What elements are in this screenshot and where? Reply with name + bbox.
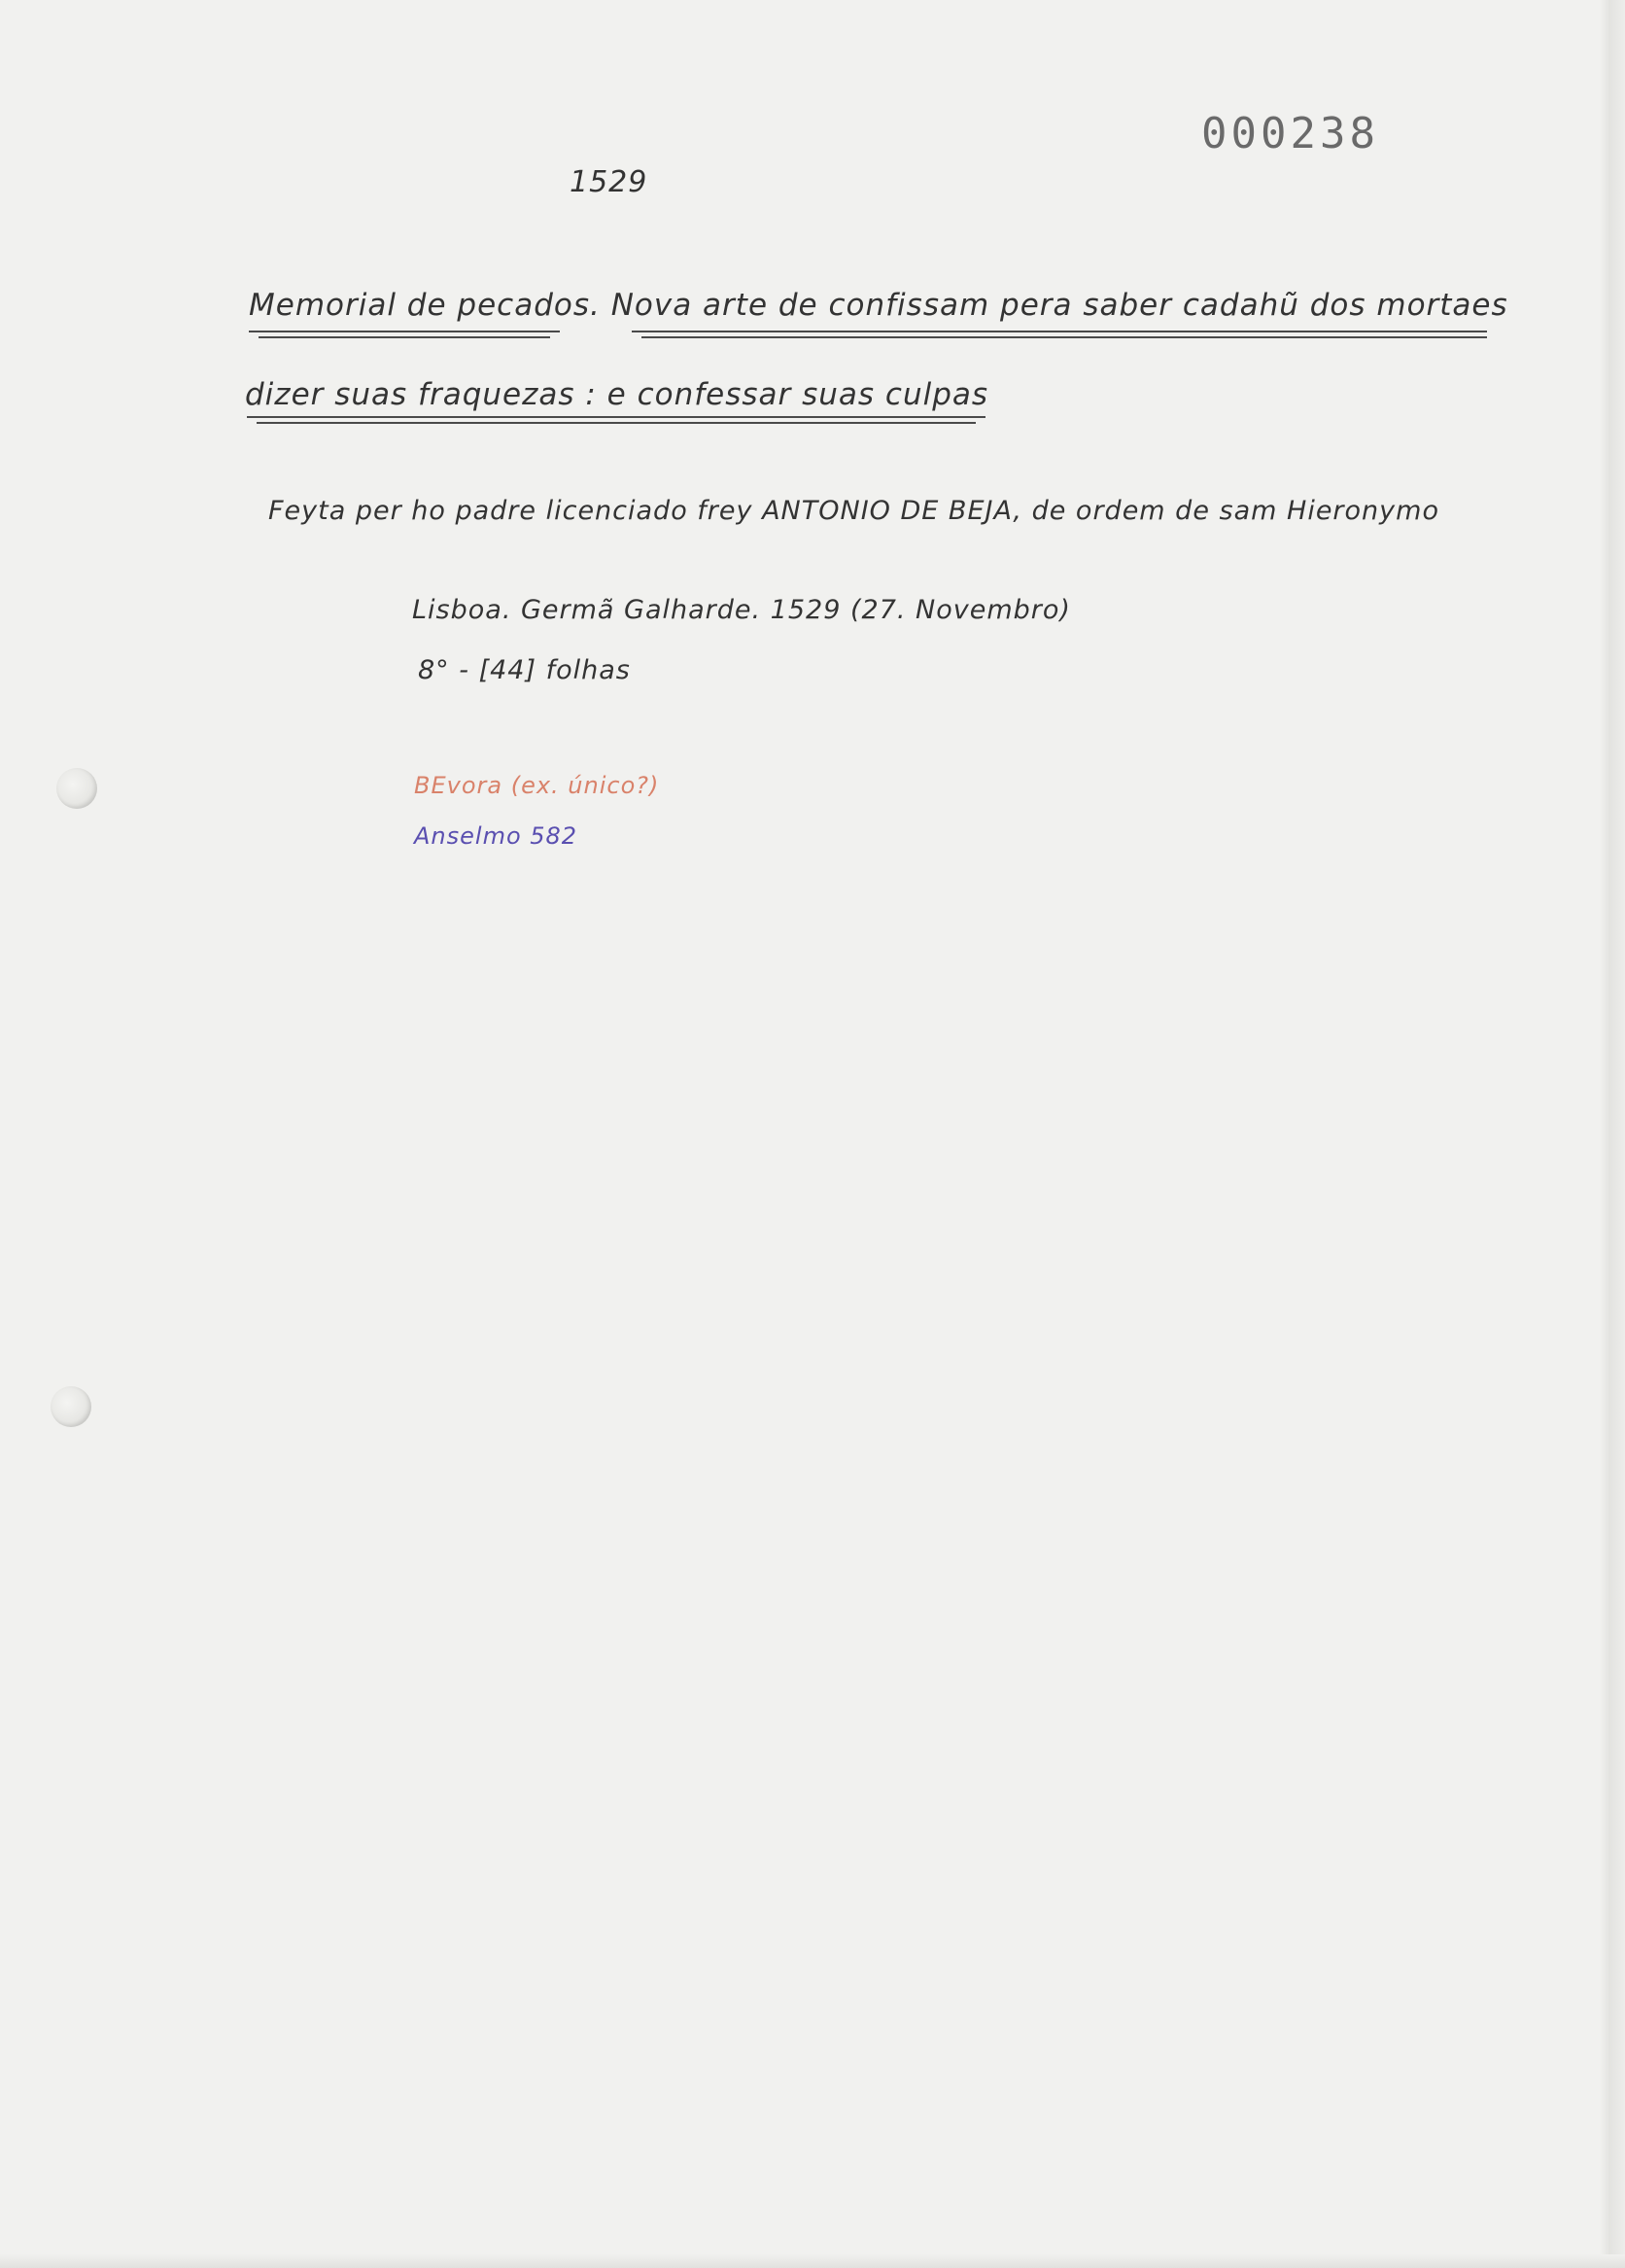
title-underline-1d xyxy=(641,336,1487,338)
imprint-line: Lisboa. Germã Galharde. 1529 (27. Novembro) xyxy=(412,595,1071,625)
stamp-number: 000238 xyxy=(1201,109,1379,158)
title-underline-2a xyxy=(247,416,985,418)
year-heading: 1529 xyxy=(570,165,648,199)
reference-note: Anselmo 582 xyxy=(414,822,578,850)
page-bottom-edge xyxy=(0,2254,1625,2268)
punch-hole-bottom xyxy=(51,1386,91,1427)
title-underline-2b xyxy=(257,422,976,424)
title-line-1: Memorial de pecados. Nova arte de confissam pera saber cadahũ dos mortaes xyxy=(249,288,1508,323)
format-line: 8° - [44] folhas xyxy=(418,655,631,685)
title-underline-1a xyxy=(249,331,560,332)
punch-hole-top xyxy=(56,768,97,809)
page-edge-shadow xyxy=(1600,0,1625,2268)
author-line: Feyta per ho padre licenciado frey ANTONIO DE BEJA, de ordem de sam Hieronymo xyxy=(268,496,1439,526)
title-underline-1c xyxy=(632,331,1487,332)
location-note: BEvora (ex. único?) xyxy=(414,772,660,799)
title-underline-1b xyxy=(259,336,550,338)
title-line-2: dizer suas fraquezas : e confessar suas culpas xyxy=(245,377,989,412)
